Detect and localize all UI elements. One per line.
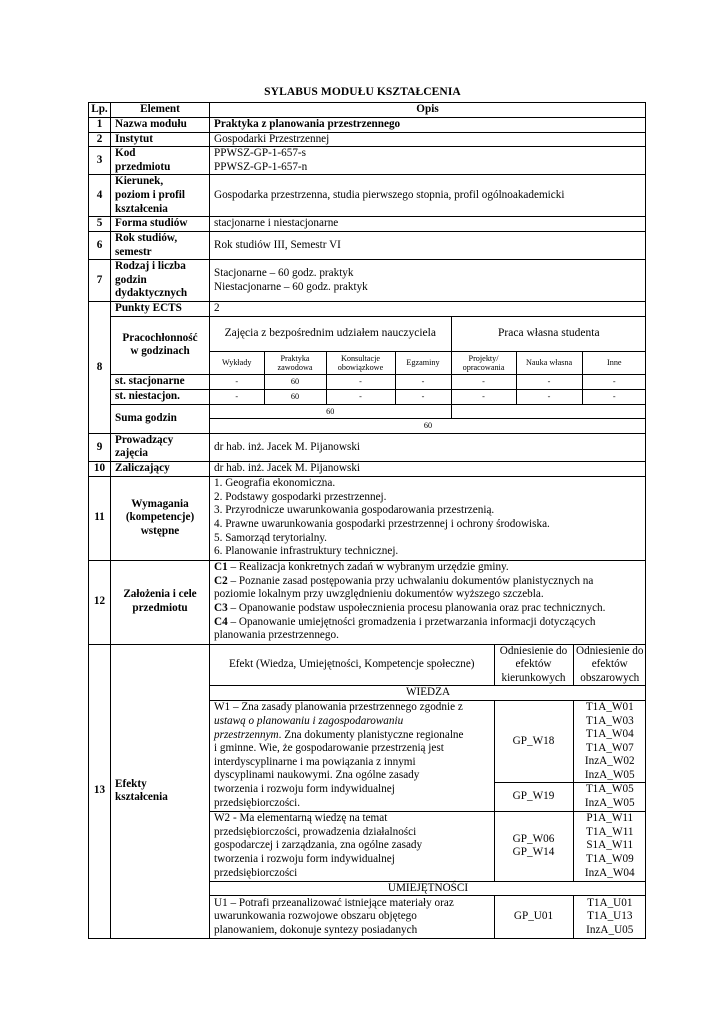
row-number: 13 [89,644,111,938]
area-refs [573,896,646,938]
objective-c4 [214,616,641,630]
field-of-study-value: Gospodarka przestrzenna, studia pierwszego stopnia, profil ogólnoakademicki [210,175,646,217]
text-line: przedsiębiorczości [214,866,298,879]
row-8-ects [89,302,646,317]
row-4 [89,175,646,217]
row-label [111,147,210,175]
label-line: zajęcia [115,447,148,460]
row-number: 11 [89,476,111,560]
list-item: 3. Przyrodnicze uwarunkowania gospodarowania przestrzenią. [214,504,495,517]
module-name: Praktyka z planowania przestrzennego [210,118,646,133]
area-code: T1A_W09 [585,852,634,865]
row-6 [89,231,646,259]
group-self-study: Praca własna studenta [451,317,646,352]
lecturer-value: dr hab. inż. Jacek M. Pijanowski [210,433,646,461]
row-number: 3 [89,147,111,175]
course-codes [210,147,646,175]
label-line: Prowadzący [115,433,174,446]
row-number: 10 [89,461,111,476]
learning-outcomes [210,644,646,938]
text-line: tworzenia i rozwoju form indywidualnej [214,782,395,795]
row-number: 1 [89,118,111,133]
row-label [111,433,210,461]
label-line: przedmiotu [132,602,188,615]
text-line: przedsiębiorczości. [214,796,301,809]
area-code: InzA_W05 [584,797,635,810]
hours-cell: - [395,375,451,389]
hours-cell: - [210,375,264,389]
row-5 [89,217,646,232]
outcomes-header [210,645,646,686]
area-code: T1A_W04 [585,728,634,741]
text-line: uwarunkowania rozwojowe obszaru objętego [214,910,417,923]
row-9 [89,433,646,461]
header-lp: Lp. [89,103,111,118]
program-ref: GP_U01 [494,896,573,938]
group-teacher: Zajęcia z bezpośrednim udziałem nauczyciela [210,317,451,352]
row-label [111,231,210,259]
label-line: Odniesienie do [576,644,644,657]
area-code: InzA_U05 [586,923,634,936]
label-line: Pracochłonność [122,331,198,344]
row-3 [89,147,646,175]
label-line: Kierunek, [115,175,164,188]
text-line-italic: ustawą o planowaniu i zagospodarowaniu [214,715,404,727]
row-number: 12 [89,560,111,644]
hours-line: Niestacjonarne – 60 godz. praktyk [214,280,368,293]
hours-line: Stacjonarne – 60 godz. praktyk [214,267,354,280]
row-number: 2 [89,132,111,147]
hours-cell: - [210,390,264,404]
objective-code: C4 [214,615,228,628]
outcome-w2 [210,811,646,881]
area-code: T1A_W11 [586,825,634,838]
part-time-label: st. niestacjon. [111,389,210,404]
ects-value: 2 [210,302,646,317]
list-item: 2. Podstawy gospodarki przestrzennej. [214,490,387,503]
sum-hours [210,404,646,433]
area-refs [573,811,646,881]
row-8-workload [89,316,646,374]
label-line: obszarowych [580,671,640,684]
text-line: interdyscyplinarne i ma powiązania z innymi [214,755,416,768]
hours-cell: - [516,375,582,389]
area-code: T1A_W07 [585,741,634,754]
row-label [111,560,210,644]
list-item: 5. Samorząd terytorialny. [214,531,327,544]
text-line: W2 - Ma elementarną wiedzę na temat [214,812,388,825]
code-line: PPWSZ-GP-1-657-s [214,147,306,160]
row-number: 7 [89,260,111,302]
area-code: T1A_W01 [585,700,634,713]
col-exams: Egzaminy [395,352,451,374]
label-line: kształcenia [115,202,168,215]
objective-code: C1 [214,561,228,574]
text-line: i gminne. Wie, że gospodarowanie przestrzenią jest [214,742,444,755]
col-lectures: Wykłady [210,352,264,374]
area-code: T1A_W03 [585,714,634,727]
full-time-hours [210,374,646,389]
hours-cell: - [395,390,451,404]
text-line: tworzenia i rozwoju form indywidualnej [214,852,395,865]
text-line: gospodarczej i zarządzania, zna ogólne zasady [214,839,423,852]
code-line: PPWSZ-GP-1-657-n [214,160,308,173]
row-number: 5 [89,217,111,232]
sum-teacher: 60 [210,405,451,419]
row-8-sum [89,404,646,433]
col-program-ref [494,645,573,686]
hours-cell: 60 [264,390,326,404]
part-time-hours [210,389,646,404]
hours-cell: - [326,375,395,389]
row-label [111,260,210,302]
header-row [89,103,646,118]
sum-self-study [451,405,646,419]
outcome-w1 [210,700,646,783]
area-code: T1A_W05 [585,783,634,796]
ects-label: Punkty ECTS [111,302,210,317]
list-item: 1. Geografia ekonomiczna. [214,477,336,490]
row-number: 4 [89,175,111,217]
section-knowledge: WIEDZA [210,686,646,701]
label-line: wstępne [140,524,180,537]
row-12 [89,560,646,644]
col-consultations: Konsultacje obowiązkowe [326,352,395,374]
col-effect: Efekt (Wiedza, Umiejętności, Kompetencje społeczne) [210,645,494,686]
row-number: 8 [89,302,111,434]
objective-code: C2 [214,574,228,587]
examiner-value: dr hab. inż. Jacek M. Pijanowski [210,461,646,476]
workload-grid [210,316,646,374]
program-ref [494,811,573,881]
area-code: P1A_W11 [586,812,634,825]
list-item: 4. Prawne uwarunkowania gospodarki przestrzennej i ochrony środowiska. [214,518,550,531]
text-line: dyscyplinami naukowymi. Zna ogólne zasady [214,769,420,782]
objectives-list [210,560,646,644]
outcome-u1 [210,896,646,938]
program-ref: GP_W19 [494,783,573,811]
area-code: InzA_W05 [584,768,635,781]
row-8-stac [89,374,646,389]
list-item: 6. Planowanie infrastruktury technicznej. [214,545,399,558]
label-line: Rodzaj i liczba [115,260,186,273]
objective-text: – Poznanie zasad postępowania przy uchwalaniu dokumentów planistycznych na [227,574,594,587]
col-other: Inne [582,352,646,374]
section-skills: UMIEJĘTNOŚCI [210,881,646,896]
objective-text: planowania przestrzennego. [214,629,339,642]
hours-cell: - [451,390,516,404]
label-line: poziom i profil [115,189,186,202]
row-13 [89,644,646,938]
area-code: InzA_W02 [584,755,635,768]
text-line: W1 – Zna zasady planowania przestrzennego zgodnie z [214,701,463,714]
row-8-niestac [89,389,646,404]
hours-cell: 60 [264,375,326,389]
header-opis: Opis [210,103,646,118]
hours-cell: - [326,390,395,404]
row-2 [89,132,646,147]
label-line: Rok studiów, [115,231,178,244]
col-projects: Projekty/ opracowania [451,352,516,374]
row-label: Instytut [111,132,210,147]
program-ref: GP_W18 [494,700,573,783]
col-practice: Praktyka zawodowa [264,352,326,374]
label-line: (kompetencje) [125,511,195,524]
area-refs [573,783,646,811]
objective-text: – Opanowanie umiejętności gromadzenia i przetwarzania informacji dotyczących [227,615,596,628]
objective-text: poziomie lokalnym przy uwzględnieniu dokumentów wyższego szczebla. [214,588,544,601]
area-code: T1A_U01 [587,896,633,909]
objective-c2 [214,575,641,589]
label-line: Kod [115,147,136,160]
program-code: GP_W14 [512,846,555,859]
row-11 [89,476,646,560]
row-10 [89,461,646,476]
row-label [111,644,210,938]
row-label: Nazwa modułu [111,118,210,133]
full-time-label: st. stacjonarne [111,374,210,389]
row-number: 9 [89,433,111,461]
label-line: Efekty [115,777,147,790]
area-refs [573,700,646,783]
text-line: U1 – Potrafi przeanalizować istniejące materiały oraz [214,896,454,909]
year-semester-value: Rok studiów III, Semestr VI [210,231,646,259]
hours-cell: - [516,390,582,404]
row-label [111,175,210,217]
text-line: przedsiębiorczości, prowadzenia działalności [214,825,417,838]
area-code: T1A_U13 [587,910,633,923]
area-code: S1A_W11 [586,839,634,852]
label-line: efektów [591,658,628,671]
objective-text: – Realizacja konkretnych zadań w wybranym urzędzie gminy. [227,561,509,574]
prerequisites-list [210,476,646,560]
objective-c1 [214,561,641,575]
text-line: . Zna dokumenty planistyczne regionalne [278,728,464,741]
row-7 [89,260,646,302]
hours-value [210,260,646,302]
label-line: Odniesienie do [499,644,568,657]
study-form-value: stacjonarne i niestacjonarne [210,217,646,232]
program-code: GP_W06 [512,832,555,845]
row-1 [89,118,646,133]
text-line: planowaniem, dokonuje syntezy posiadanych [214,923,418,936]
outcome-w1-text [210,700,494,811]
label-line: przedmiotu [115,160,171,173]
objective-code: C3 [214,602,228,615]
outcome-u1-text [210,896,494,938]
label-line: semestr [115,245,152,258]
label-line: dydaktycznych [115,287,188,300]
col-self-learning: Nauka własna [516,352,582,374]
label-line: w godzinach [130,345,190,358]
col-area-ref [573,645,646,686]
row-label [111,476,210,560]
row-label: Zaliczający [111,461,210,476]
syllabus-table [88,102,646,939]
objective-text: – Opanowanie podstaw uspołecznienia procesu planowania oraz prac technicznych. [227,602,606,615]
label-line: efektów [515,658,552,671]
document-title: SYLABUS MODUŁU KSZTAŁCENIA [264,86,461,98]
label-line: kształcenia [115,791,168,804]
objective-c3 [214,602,641,616]
label-line: kierunkowych [501,671,566,684]
text-line-italic: przestrzennym [214,728,279,741]
label-line: Wymagania [131,497,189,510]
label-line: Założenia i cele [123,588,197,601]
header-element: Element [111,103,210,118]
workload-label [111,316,210,374]
outcome-w2-text [210,811,494,881]
label-line: godzin [115,273,147,286]
hours-cell: - [582,390,646,404]
hours-cell: - [582,375,646,389]
area-code: InzA_W04 [584,866,635,879]
row-label: Forma studiów [111,217,210,232]
hours-cell: - [451,375,516,389]
institute-value: Gospodarki Przestrzennej [210,132,646,147]
sum-total: 60 [210,419,646,433]
row-number: 6 [89,231,111,259]
sum-label: Suma godzin [111,404,210,433]
